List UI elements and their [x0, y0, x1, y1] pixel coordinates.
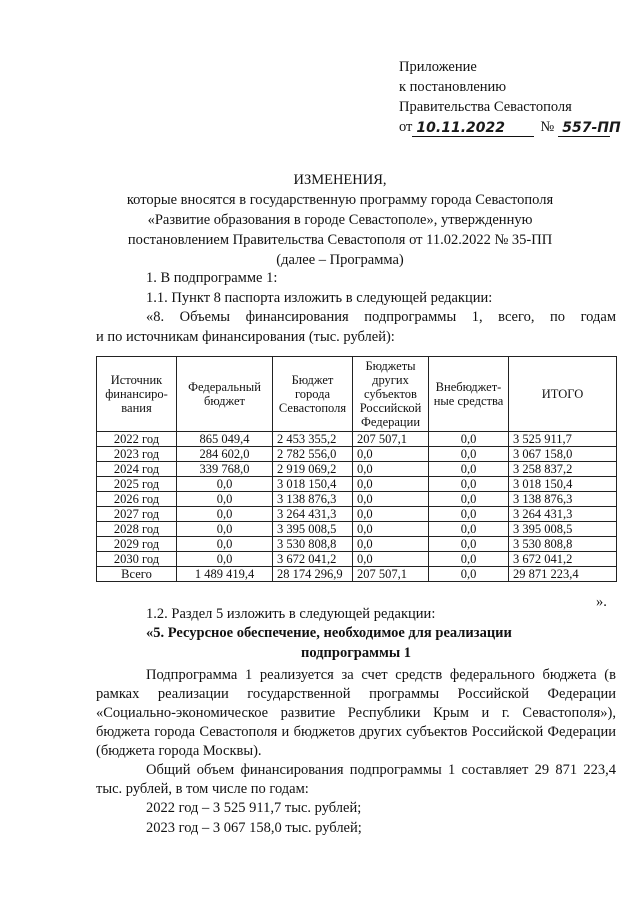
table-row	[97, 537, 617, 552]
table-cell: 0,0	[353, 492, 429, 507]
table-cell: 2022 год	[97, 432, 177, 447]
table-cell: 207 507,1	[353, 567, 429, 582]
table-cell: 0,0	[177, 477, 273, 492]
item-8-line-1: «8. Объемы финансирования подпрограммы 1, всего, по годам	[146, 309, 616, 325]
heading-line-1: которые вносятся в государственную программу города Севастополя	[126, 192, 554, 208]
section-1-label: 1. В подпрограмме 1:	[146, 270, 278, 286]
table-cell: 2027 год	[97, 507, 177, 522]
appendix-line-3: Правительства Севастополя	[399, 99, 572, 115]
table-row	[97, 447, 617, 462]
table-cell: 0,0	[429, 447, 509, 462]
paragraph-sources: Подпрограмма 1 реализуется за счет средств федерального бюджета (в рамках реализации государственной программы Российской Федерации «Социально-экономическое развитие Республики Крым и г. Севастополя»), бюджета города Севастополя и бюджетов других субъектов Российской Федерации (бюджета города Москвы).	[96, 667, 616, 759]
table-cell: 2029 год	[97, 537, 177, 552]
table-cell: 0,0	[429, 522, 509, 537]
table-cell: 29 871 223,4	[509, 567, 617, 582]
table-cell: 0,0	[353, 462, 429, 477]
table-row	[97, 522, 617, 537]
table-cell: 2024 год	[97, 462, 177, 477]
table-cell: 0,0	[353, 507, 429, 522]
table-cell: 0,0	[429, 567, 509, 582]
header-extrabudgetary: Внебюджет-ные средства	[429, 357, 509, 432]
document-heading	[80, 170, 600, 270]
table-cell: 0,0	[177, 507, 273, 522]
table-total-row	[97, 567, 617, 582]
year-line-2023: 2023 год – 3 067 158,0 тыс. рублей;	[146, 820, 362, 836]
table-cell: 3 018 150,4	[509, 477, 617, 492]
date-prefix: от	[399, 119, 413, 135]
table-cell: 3 672 041,2	[509, 552, 617, 567]
table-cell: 0,0	[429, 492, 509, 507]
table-cell: 2023 год	[97, 447, 177, 462]
table-cell: 0,0	[429, 462, 509, 477]
table-cell: 1 489 419,4	[177, 567, 273, 582]
table-cell: 2 782 556,0	[273, 447, 353, 462]
appendix-block	[399, 57, 629, 137]
table-cell: 3 067 158,0	[509, 447, 617, 462]
heading-title: ИЗМЕНЕНИЯ,	[293, 172, 387, 188]
table-cell: 0,0	[177, 522, 273, 537]
table-cell: 3 395 008,5	[273, 522, 353, 537]
table-cell: 0,0	[429, 507, 509, 522]
table-row	[97, 552, 617, 567]
table-cell: 0,0	[353, 522, 429, 537]
table-cell: 3 672 041,2	[273, 552, 353, 567]
table-cell: 2025 год	[97, 477, 177, 492]
paragraph-total: Общий объем финансирования подпрограммы 1 составляет 29 871 223,4 тыс. рублей, в том числе по годам:	[96, 762, 616, 797]
table-cell: 3 395 008,5	[509, 522, 617, 537]
section-5-heading	[146, 623, 546, 663]
table-cell: 28 174 296,9	[273, 567, 353, 582]
table-cell: Всего	[97, 567, 177, 582]
table-cell: 3 138 876,3	[273, 492, 353, 507]
table-cell: 865 049,4	[177, 432, 273, 447]
table-cell: 0,0	[353, 477, 429, 492]
handwritten-date: 10.11.2022	[412, 120, 534, 137]
close-quote: ».	[596, 594, 607, 610]
table-cell: 0,0	[353, 537, 429, 552]
table-cell: 284 602,0	[177, 447, 273, 462]
handwritten-number: 557-ПП	[558, 120, 610, 137]
table-row	[97, 432, 617, 447]
table-cell: 0,0	[177, 537, 273, 552]
item-8-line-2: и по источникам финансирования (тыс. рублей):	[96, 329, 395, 345]
table-cell: 0,0	[429, 552, 509, 567]
table-cell: 0,0	[429, 432, 509, 447]
table-cell: 2 453 355,2	[273, 432, 353, 447]
table-cell: 3 530 808,8	[273, 537, 353, 552]
table-row	[97, 507, 617, 522]
table-cell: 2030 год	[97, 552, 177, 567]
table-cell: 0,0	[429, 537, 509, 552]
header-source: Источник финансиро-вания	[97, 357, 177, 432]
year-line-2022: 2022 год – 3 525 911,7 тыс. рублей;	[146, 800, 362, 816]
table-cell: 2028 год	[97, 522, 177, 537]
table-cell: 3 018 150,4	[273, 477, 353, 492]
table-header-row	[97, 357, 617, 432]
header-total: ИТОГО	[509, 357, 617, 432]
table-cell: 3 530 808,8	[509, 537, 617, 552]
table-cell: 3 525 911,7	[509, 432, 617, 447]
heading-line-4: (далее – Программа)	[276, 252, 404, 268]
section-5-line-1: «5. Ресурсное обеспечение, необходимое для реализации	[146, 625, 512, 641]
appendix-line-1: Приложение	[399, 59, 477, 75]
heading-line-2: «Развитие образования в городе Севастополе», утвержденную	[147, 212, 533, 228]
table-row	[97, 477, 617, 492]
table-cell: 0,0	[429, 477, 509, 492]
table-cell: 2 919 069,2	[273, 462, 353, 477]
table-row	[97, 462, 617, 477]
table-row	[97, 492, 617, 507]
appendix-line-2: к постановлению	[399, 79, 507, 95]
table-cell: 0,0	[177, 492, 273, 507]
table-cell: 0,0	[177, 552, 273, 567]
table-cell: 3 138 876,3	[509, 492, 617, 507]
table-cell: 2026 год	[97, 492, 177, 507]
heading-line-3: постановлением Правительства Севастополя от 11.02.2022 № 35-ПП	[127, 232, 553, 248]
header-city: Бюджет города Севастополя	[273, 357, 353, 432]
header-federal: Федеральный бюджет	[177, 357, 273, 432]
header-other-subjects: Бюджеты других субъектов Российской Федерации	[353, 357, 429, 432]
appendix-date-number-line	[399, 117, 629, 137]
table-cell: 207 507,1	[353, 432, 429, 447]
item-1-2: 1.2. Раздел 5 изложить в следующей редакции:	[146, 606, 436, 622]
section-5-line-2: подпрограммы 1	[301, 645, 412, 661]
table-cell: 0,0	[353, 447, 429, 462]
item-1-1: 1.1. Пункт 8 паспорта изложить в следующей редакции:	[146, 290, 493, 306]
number-prefix: №	[540, 119, 555, 135]
table-cell: 3 264 431,3	[509, 507, 617, 522]
table-cell: 339 768,0	[177, 462, 273, 477]
table-cell: 0,0	[353, 552, 429, 567]
table-cell: 3 258 837,2	[509, 462, 617, 477]
item-8-text	[96, 307, 616, 347]
financing-table	[96, 356, 617, 582]
table-cell: 3 264 431,3	[273, 507, 353, 522]
